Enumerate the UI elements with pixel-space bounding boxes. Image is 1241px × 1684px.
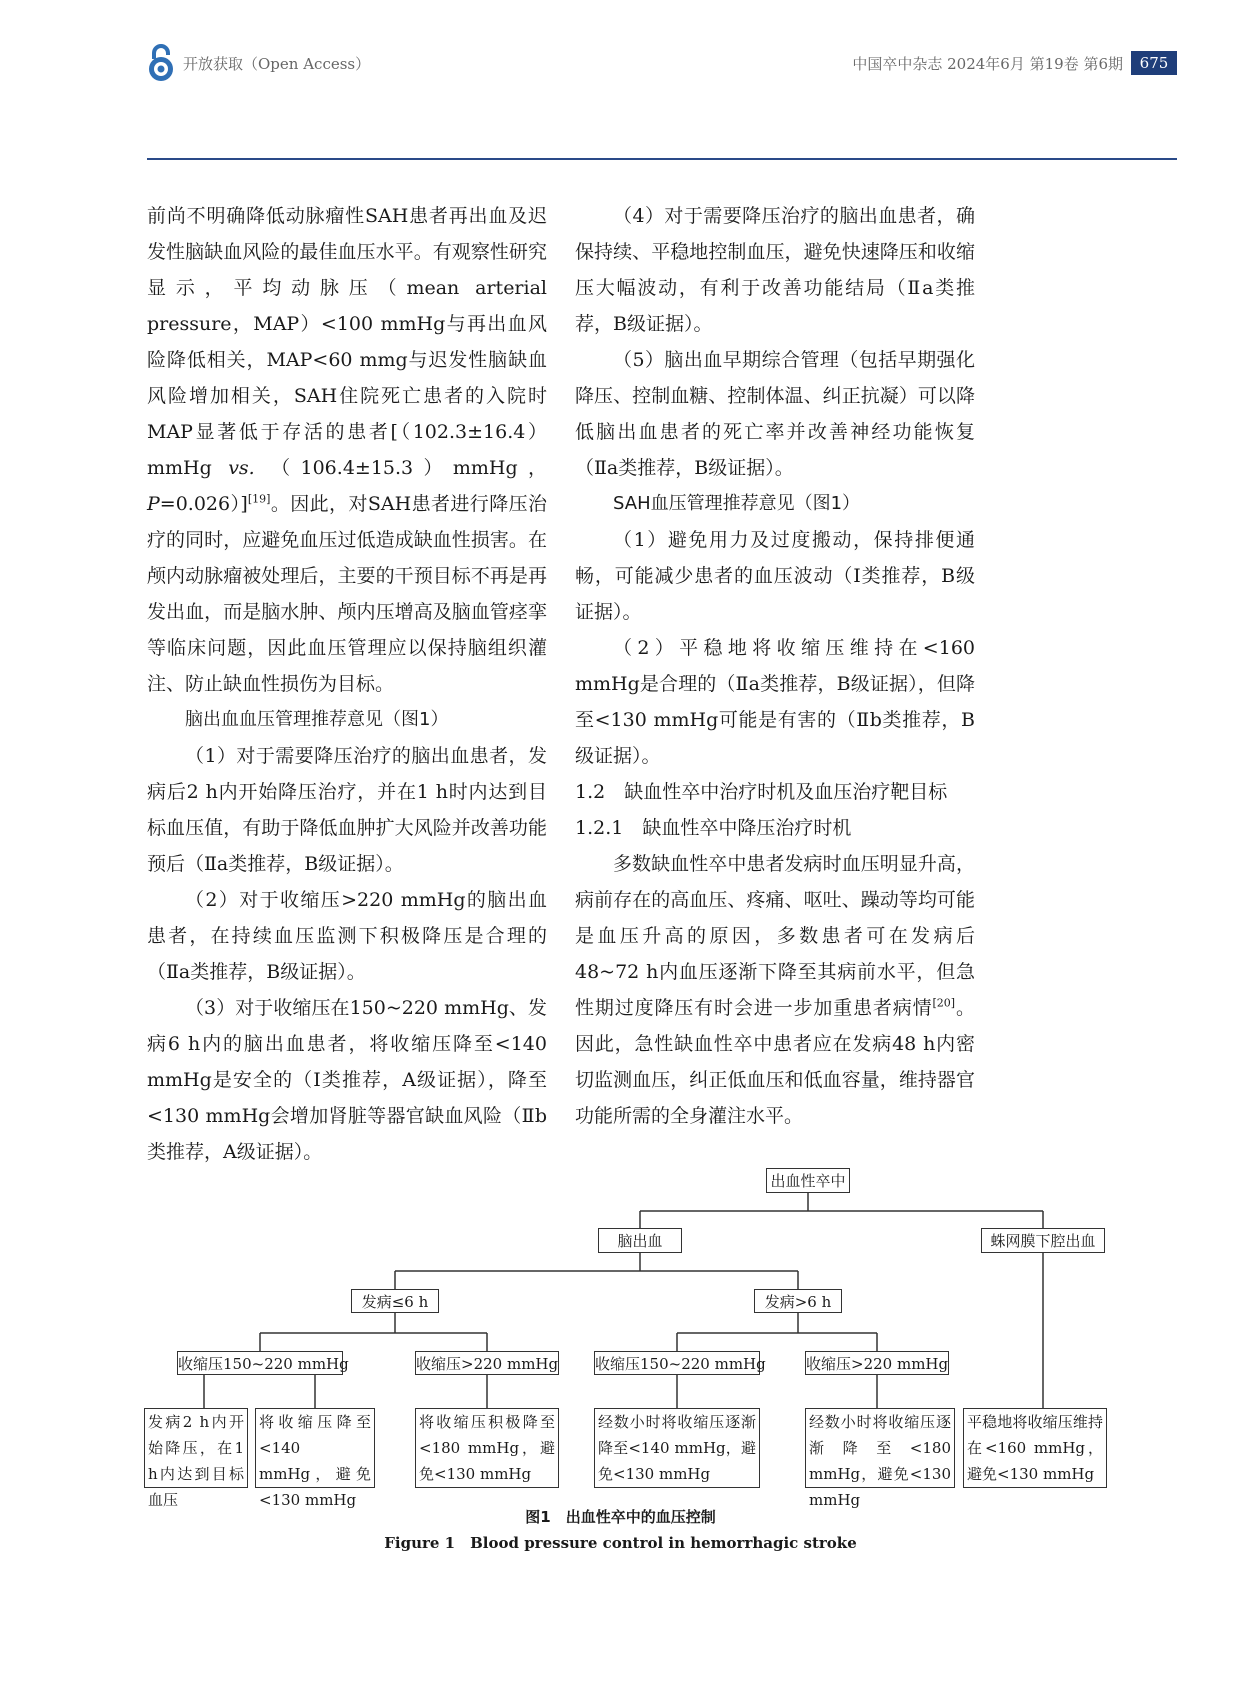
page-header (147, 42, 1177, 82)
flowchart-figure (140, 1168, 1140, 1509)
open-access-label: 开放获取（Open Access） (183, 55, 371, 73)
node-sah: 蛛网膜下腔出血 (981, 1228, 1105, 1253)
leaf-gradual-to-140: 经数小时将收缩压逐渐降至<140 mmHg，避免<130 mmHg (594, 1408, 760, 1488)
section-1-2-heading: 1.2 缺血性卒中治疗时机及血压治疗靶目标 (575, 781, 948, 803)
leaf-start-within-2h: 发病2 h内开始降压，在1 h内达到目标血压 (144, 1408, 248, 1488)
node-sbp-150-220-early: 收缩压150~220 mmHg (177, 1351, 343, 1375)
citation-20: [20] (932, 996, 956, 1010)
node-hemorrhagic-stroke: 出血性卒中 (766, 1168, 850, 1193)
left-column (147, 198, 547, 1170)
node-ich: 脑出血 (598, 1228, 682, 1253)
figure-caption-en: Figure 1 Blood pressure control in hemorrhagic stroke (384, 1534, 857, 1552)
ich-recommendation-2: （2）对于收缩压>220 mmHg的脑出血患者，在持续血压监测下积极降压是合理的（Ⅱa类推荐，B级证据）。 (147, 889, 547, 983)
sah-recommendation-2: （2）平稳地将收缩压维持在<160 mmHg是合理的（Ⅱa类推荐，B级证据），但降至<130 mmHg可能是有害的（Ⅱb类推荐，B级证据）。 (575, 637, 975, 767)
citation-19: [19] (247, 492, 271, 506)
section-1-2-1-heading: 1.2.1 缺血性卒中降压治疗时机 (575, 817, 852, 839)
header-rule (147, 158, 1177, 160)
node-onset-within-6h: 发病≤6 h (351, 1289, 439, 1313)
sah-recommendations-heading: SAH血压管理推荐意见（图1） (613, 493, 861, 514)
ich-recommendation-3: （3）对于收缩压在150~220 mmHg、发病6 h内的脑出血患者，将收缩压降至<140 mmHg是安全的（Ⅰ类推荐，A级证据），降至<130 mmHg会增加肾脏等器官缺血风险（Ⅱb类推荐，A级证据）。 (147, 997, 547, 1163)
ischemic-timing-paragraph: 多数缺血性卒中患者发病时血压明显升高，病前存在的高血压、疼痛、呕吐、躁动等均可能是血压升高的原因，多数患者可在发病后48~72 h内血压逐渐下降至其病前水平，但急性期过度降压有时会进一步加重患者病情[20]。因此，急性缺血性卒中患者应在发病48 h内密切监测血压，纠正低血压和低血容量，维持器官功能所需的全身灌注水平。 (575, 853, 975, 1127)
leaf-aggressive-to-180: 将收缩压积极降至<180 mmHg，避免<130 mmHg (415, 1408, 559, 1488)
ich-recommendations-heading: 脑出血血压管理推荐意见（图1） (185, 709, 449, 730)
ich-recommendation-4: （4）对于需要降压治疗的脑出血患者，确保持续、平稳地控制血压，避免快速降压和收缩压大幅波动，有利于改善功能结局（Ⅱa类推荐，B级证据）。 (575, 205, 975, 335)
leaf-sah-maintain-160: 平稳地将收缩压维持在<160 mmHg，避免<130 mmHg (963, 1408, 1107, 1488)
ich-recommendation-1: （1）对于需要降压治疗的脑出血患者，发病后2 h内开始降压治疗，并在1 h时内达到目标血压值，有助于降低血肿扩大风险并改善功能预后（Ⅱa类推荐，B级证据）。 (147, 745, 547, 875)
figure-caption-zh: 图1 出血性卒中的血压控制 (525, 1508, 716, 1526)
node-sbp-over-220-late: 收缩压>220 mmHg (805, 1351, 949, 1375)
leaf-lower-to-140: 将收缩压降至<140 mmHg，避免<130 mmHg (255, 1408, 375, 1488)
node-sbp-over-220-early: 收缩压>220 mmHg (415, 1351, 559, 1375)
node-onset-after-6h: 发病>6 h (754, 1289, 842, 1313)
sah-recommendation-1: （1）避免用力及过度搬动，保持排便通畅，可能减少患者的血压波动（Ⅰ类推荐，B级证据）。 (575, 529, 975, 623)
leaf-gradual-to-180: 经数小时将收缩压逐渐降至<180 mmHg，避免<130 mmHg (805, 1408, 955, 1488)
open-access-lock-icon (147, 42, 175, 82)
journal-info: 中国卒中杂志 2024年6月 第19卷 第6期 (852, 55, 1123, 73)
ich-recommendation-5: （5）脑出血早期综合管理（包括早期强化降压、控制血糖、控制体温、纠正抗凝）可以降低脑出血患者的死亡率并改善神经功能恢复（Ⅱa类推荐，B级证据）。 (575, 349, 975, 479)
page-number: 675 (1131, 51, 1177, 75)
left-paragraph-0: 前尚不明确降低动脉瘤性SAH患者再出血及迟发性脑缺血风险的最佳血压水平。有观察性研究显示，平均动脉压（mean arterial pressure，MAP）<100 mmHg与再出血风险降低相关，MAP<60 mmg与迟发性脑缺血风险增加相关，SAH住院死亡患者的入院时MAP显著低于存活的患者[（102.3±16.4）mmHg vs. （106.4±15.3）mmHg，P=0.026）][19]。因此，对SAH患者进行降压治疗的同时，应避免血压过低造成缺血性损害。在颅内动脉瘤被处理后，主要的干预目标不再是再发出血，而是脑水肿、颅内压增高及脑血管痉挛等临床问题，因此血压管理应以保持脑组织灌注、防止缺血性损伤为目标。 (147, 205, 548, 695)
node-sbp-150-220-late: 收缩压150~220 mmHg (594, 1351, 760, 1375)
right-column (575, 198, 975, 1134)
